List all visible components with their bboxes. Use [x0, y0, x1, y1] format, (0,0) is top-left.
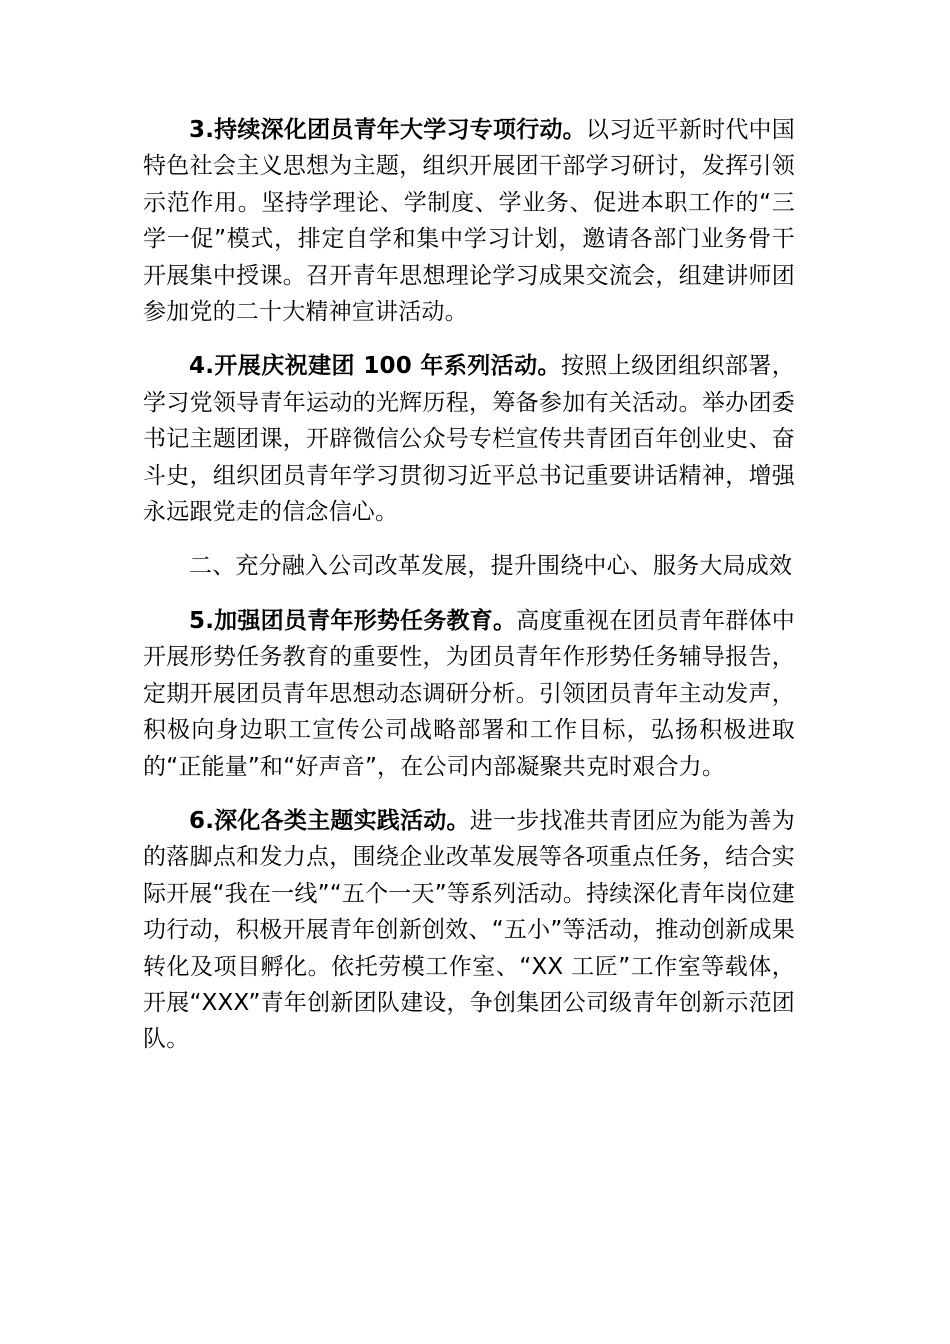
paragraph-body: 进一步找准共青团应为能为善为的落脚点和发力点，围绕企业改革发展等各项重点任务，结合实际开展“我在一线”“五个一天”等系列活动。持续深化青年岗位建功行动，积极开展青年创新创效、“五小”等活动，推动创新成果转化及项目孵化。依托劳模工作室、“XX 工匠”工作室等载体，开展“XXX”青年创新团队建设，争创集团公司级青年创新示范团队。 — [143, 807, 795, 1053]
paragraph-item-3 — [143, 112, 795, 330]
paragraph-item-5 — [143, 603, 795, 785]
paragraph-spacer — [143, 530, 795, 548]
paragraph-lead: 5.加强团员青年形势任务教育。 — [189, 607, 517, 634]
paragraph-spacer — [143, 785, 795, 803]
document-page — [143, 112, 795, 1058]
paragraph-body: 按照上级团组织部署，学习党领导青年运动的光辉历程，筹备参加有关活动。举办团委书记主题团课，开辟微信公众号专栏宣传共青团百年创业史、奋斗史，组织团员青年学习贯彻习近平总书记重要讲话精神，增强永远跟党走的信念信心。 — [143, 353, 796, 526]
paragraph-spacer — [143, 585, 795, 603]
paragraph-lead: 6.深化各类主题实践活动。 — [189, 807, 470, 834]
section-heading-text: 二、充分融入公司改革发展，提升围绕中心、服务大局成效 — [189, 553, 793, 580]
paragraph-body: 高度重视在团员青年群体中开展形势任务教育的重要性，为团员青年作形势任务辅导报告，定期开展团员青年思想动态调研分析。引领团员青年主动发声，积极向身边职工宣传公司战略部署和工作目标，弘扬积极进取的“正能量”和“好声音”，在公司内部凝聚共克时艰合力。 — [143, 607, 795, 780]
paragraph-lead: 3.持续深化团员青年大学习专项行动。 — [189, 117, 586, 143]
paragraph-lead: 4.开展庆祝建团 100 年系列活动。 — [189, 353, 561, 380]
paragraph-item-4 — [143, 348, 795, 530]
paragraph-body: 以习近平新时代中国特色社会主义思想为主题，组织开展团干部学习研讨，发挥引领示范作用。坚持学理论、学制度、学业务、促进本职工作的“三学一促”模式，排定自学和集中学习计划，邀请各部门业务骨干开展集中授课。召开青年思想理论学习成果交流会，组建讲师团参加党的二十大精神宣讲活动。 — [143, 117, 795, 326]
section-heading — [143, 548, 795, 584]
paragraph-item-6 — [143, 803, 795, 1058]
paragraph-spacer — [143, 330, 795, 348]
